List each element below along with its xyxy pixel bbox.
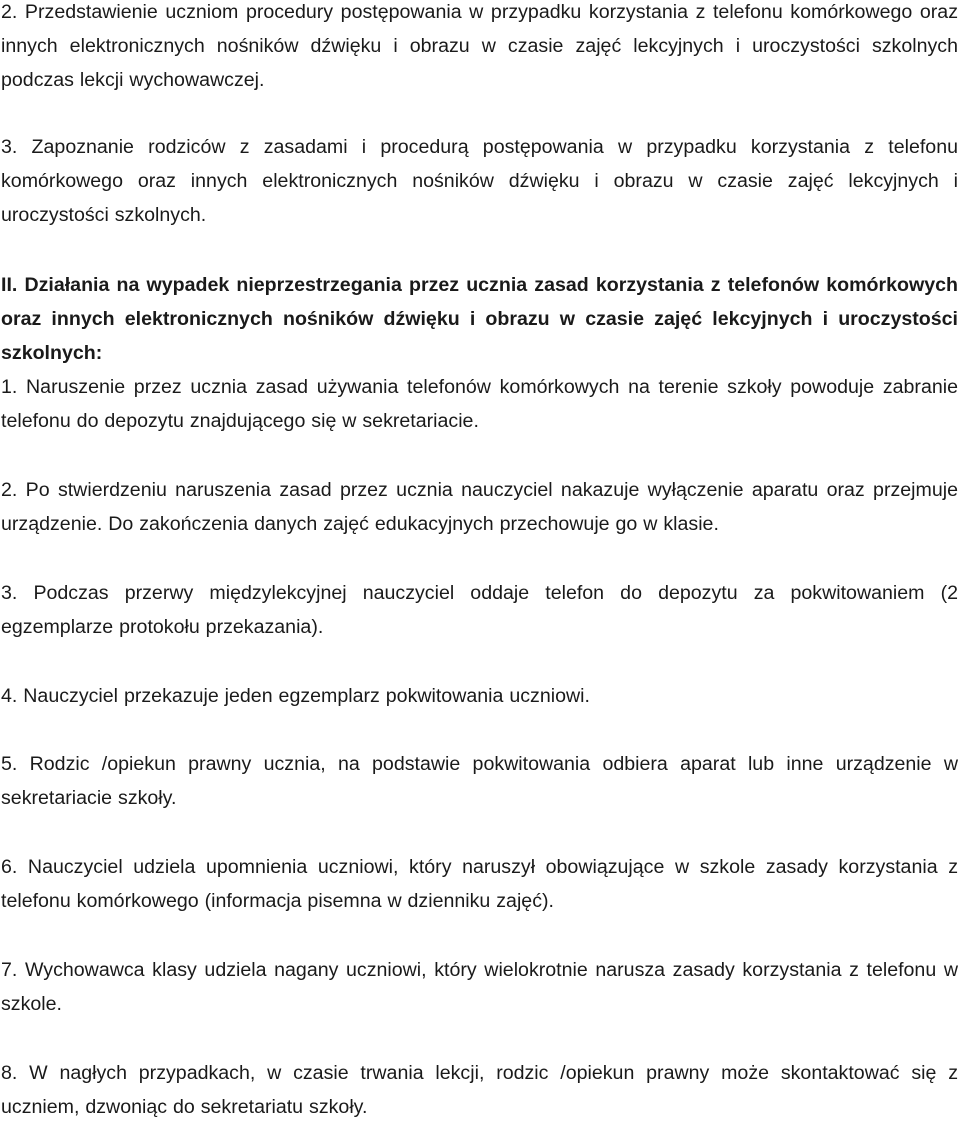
paragraph-rule-8: 8. W nagłych przypadkach, w czasie trwania lekcji, rodzic /opiekun prawny może skontaktować się z uczniem, dzwoniąc do sekretariatu szkoły. — [1, 1062, 958, 1118]
section-heading-ii: II. Działania na wypadek nieprzestrzegania przez ucznia zasad korzystania z telefonów komórkowych oraz innych elektronicznych nośników dźwięku i obrazu w czasie zajęć lekcyjnych i uroczystości szkolnych: — [1, 274, 958, 364]
paragraph-rule-5: 5. Rodzic /opiekun prawny ucznia, na podstawie pokwitowania odbiera aparat lub inne urządzenie w sekretariacie szkoły. — [1, 753, 958, 809]
paragraph-rule-7: 7. Wychowawca klasy udziela nagany uczniowi, który wielokrotnie narusza zasady korzystania z telefonu w szkole. — [1, 959, 958, 1015]
paragraph-item-2-procedure-presentation: 2. Przedstawienie uczniom procedury postępowania w przypadku korzystania z telefonu komórkowego oraz innych elektronicznych nośników dźwięku i obrazu w czasie zajęć lekcyjnych i uroczystości szkolnych podczas lekcji wychowawczej. — [1, 1, 958, 91]
paragraph-rule-6: 6. Nauczyciel udziela upomnienia uczniowi, który naruszył obowiązujące w szkole zasady korzystania z telefonu komórkowego (informacja pisemna w dzienniku zajęć). — [1, 856, 958, 912]
paragraph-rule-3: 3. Podczas przerwy międzylekcyjnej nauczyciel oddaje telefon do depozytu za pokwitowaniem (2 egzemplarze protokołu przekazania). — [1, 582, 958, 638]
paragraph-item-3-parents-information: 3. Zapoznanie rodziców z zasadami i procedurą postępowania w przypadku korzystania z telefonu komórkowego oraz innych elektronicznych nośników dźwięku i obrazu w czasie zajęć lekcyjnych i uroczystości szkolnych. — [1, 136, 958, 226]
paragraph-rule-2: 2. Po stwierdzeniu naruszenia zasad przez ucznia nauczyciel nakazuje wyłączenie aparatu oraz przejmuje urządzenie. Do zakończenia danych zajęć edukacyjnych przechowuje go w klasie. — [1, 479, 958, 535]
paragraph-rule-4: 4. Nauczyciel przekazuje jeden egzemplarz pokwitowania uczniowi. — [1, 685, 590, 707]
paragraph-rule-1: 1. Naruszenie przez ucznia zasad używania telefonów komórkowych na terenie szkoły powoduje zabranie telefonu do depozytu znajdującego się w sekretariacie. — [1, 376, 958, 432]
